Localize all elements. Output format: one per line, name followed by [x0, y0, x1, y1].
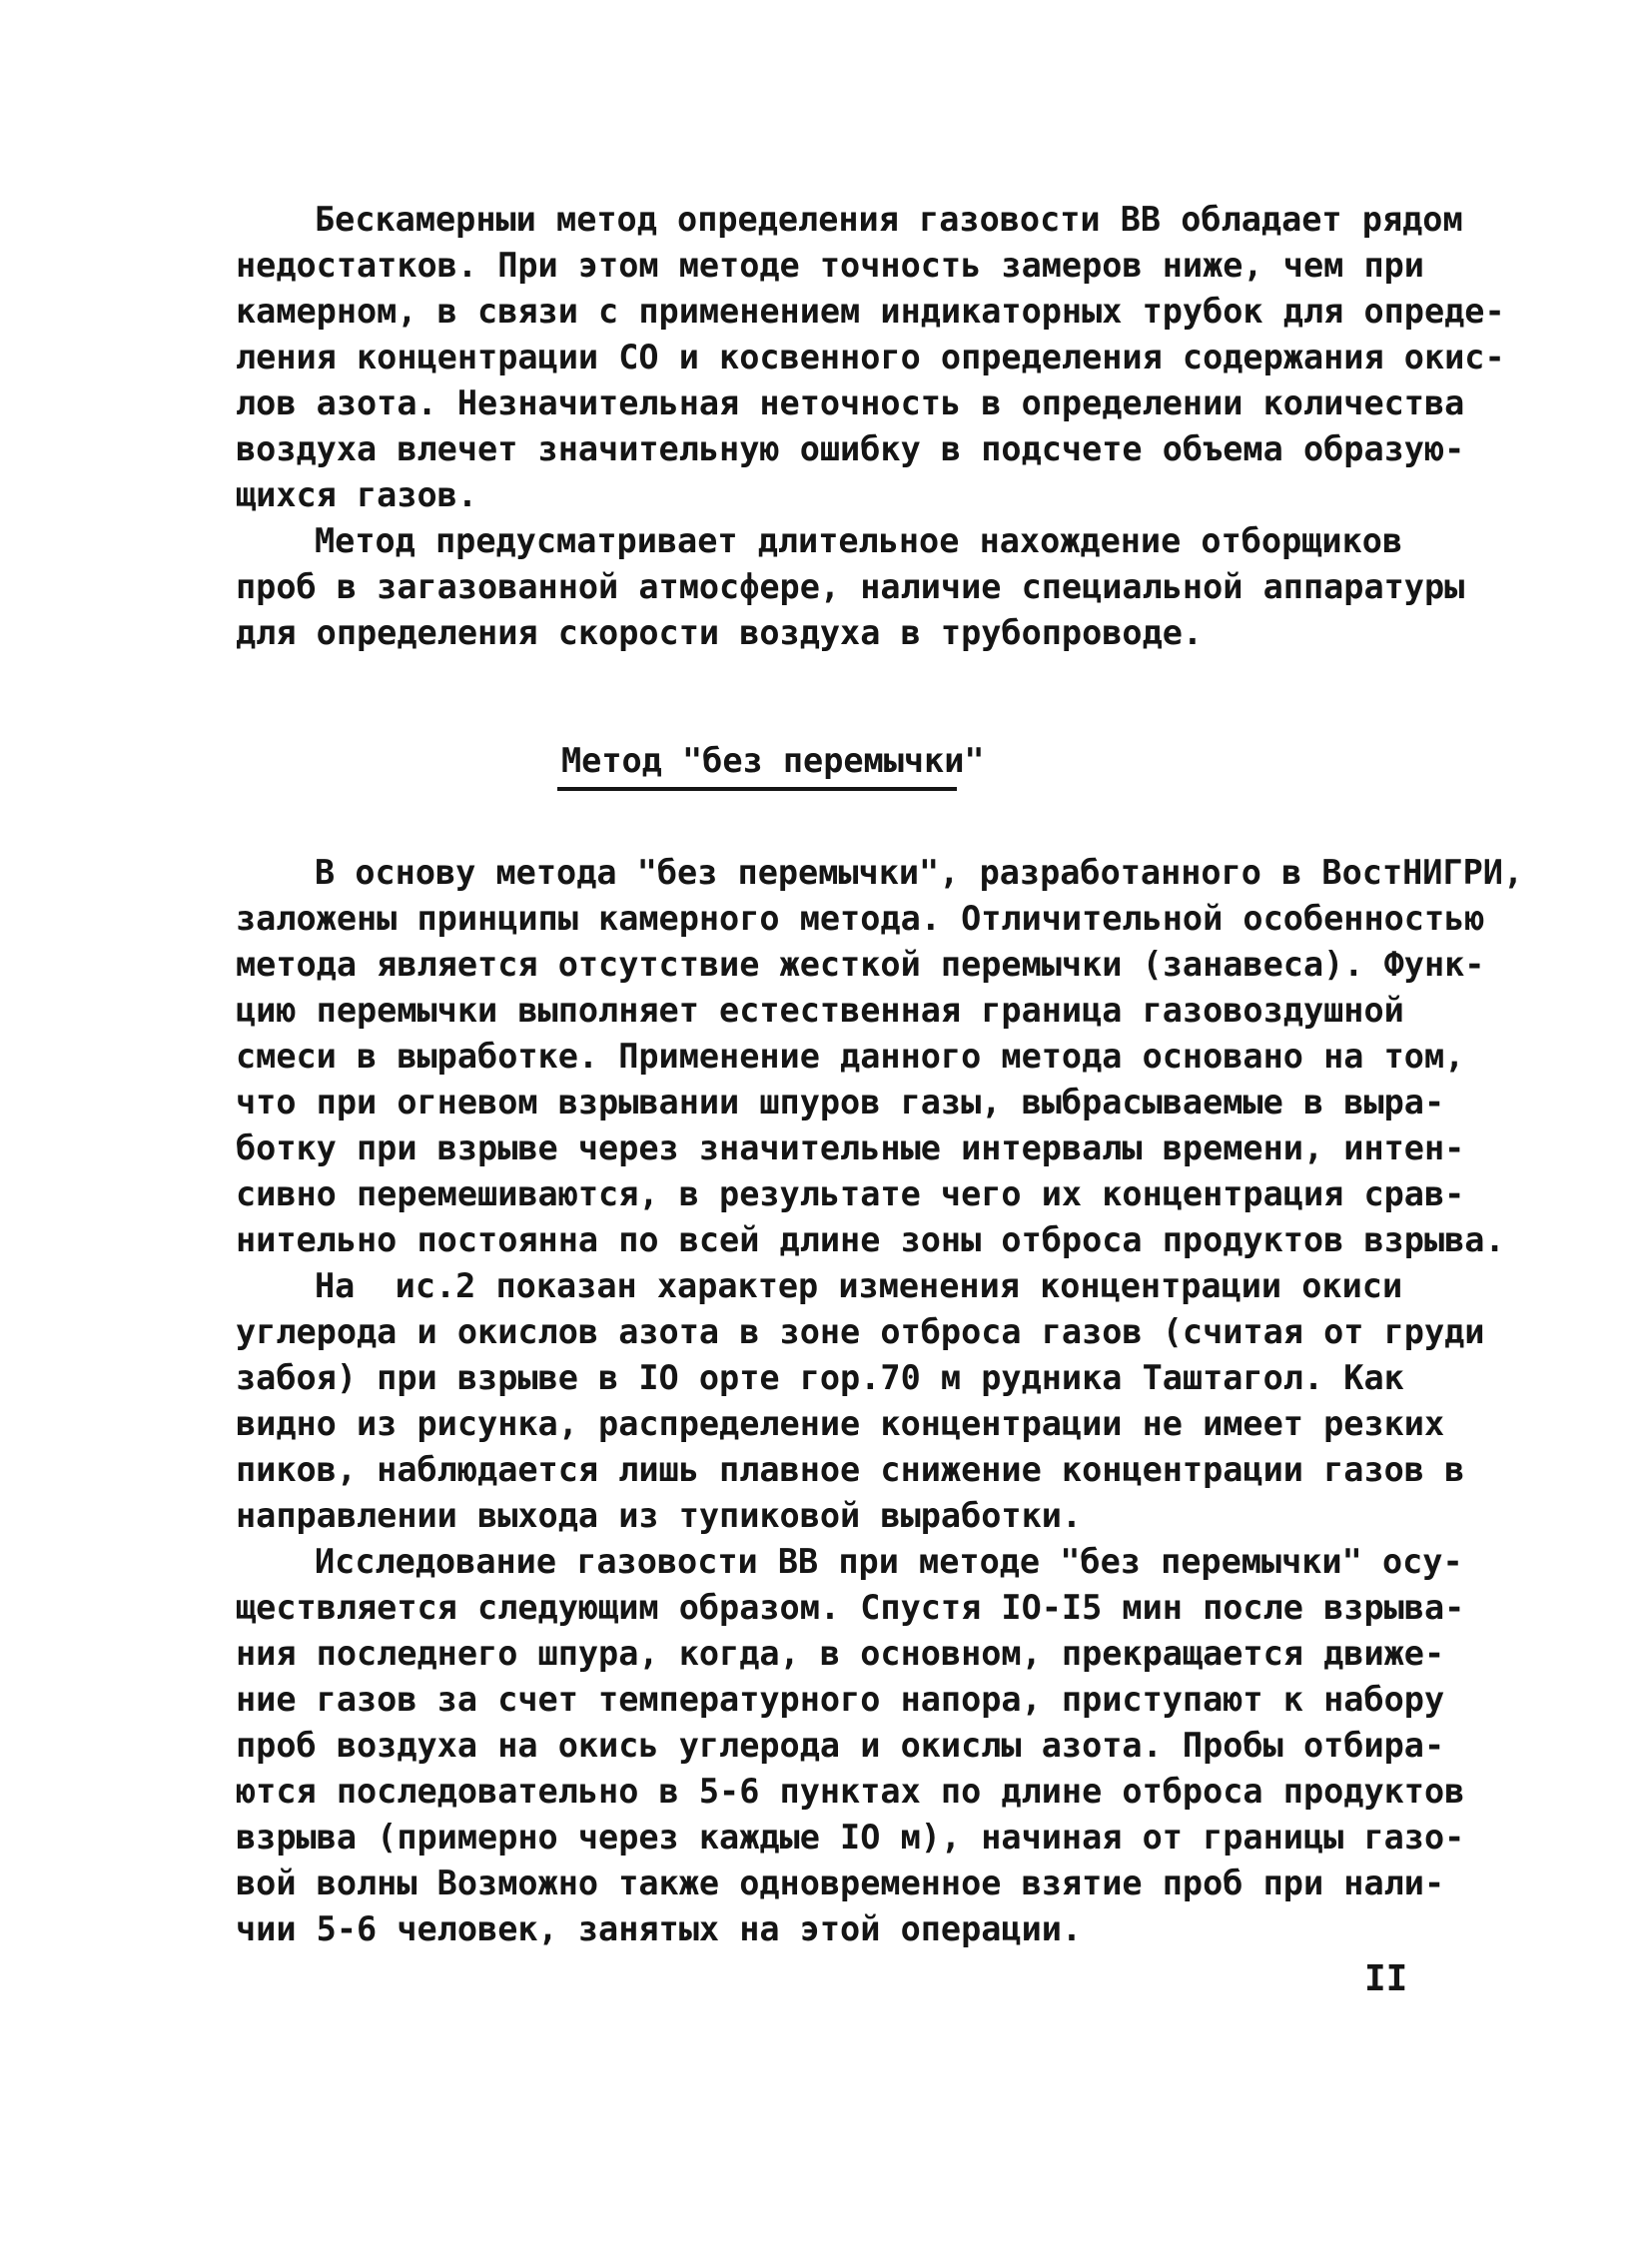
paragraph-4-line-2: углерода и окислов азота в зоне отброса газов (считая от груди [236, 1312, 1485, 1351]
paragraph-3-line-7: ботку при взрыве через значительные интервалы времени, интен- [236, 1128, 1465, 1167]
section-heading: Метод "без перемычки" [561, 741, 985, 780]
paragraph-3-line-6: что при огневом взрывании шпуров газы, выбрасываемые в выра- [236, 1083, 1445, 1121]
paragraph-5-line-8: вой волны Возможно также одновременное взятие проб при нали- [236, 1864, 1445, 1902]
paragraph-1-line-3: камерном, в связи с применением индикаторных трубок для опреде- [236, 292, 1505, 331]
page-number: II [1364, 1958, 1408, 1999]
paragraph-2-line-3: для определения скорости воздуха в трубопроводе. [236, 613, 1204, 652]
section-heading-underline [557, 787, 957, 791]
paragraph-3-line-1: В основу метода "без перемычки", разработанного в ВостНИГРИ, [315, 853, 1524, 892]
paragraph-5-line-4: ние газов за счет температурного напора, приступают к набору [236, 1680, 1445, 1719]
paragraph-3-line-9: нительно постоянна по всей длине зоны отброса продуктов взрыва. [236, 1220, 1505, 1259]
paragraph-1-line-2: недостатков. При этом методе точность замеров ниже, чем при [236, 246, 1424, 285]
paragraph-1-line-1: Бескамерныи метод определения газовости ВВ обладает рядом [315, 200, 1463, 239]
paragraph-3-line-4: цию перемычки выполняет естественная граница газовоздушной [236, 991, 1404, 1030]
paragraph-4-line-6: направлении выхода из тупиковой выработки. [236, 1496, 1083, 1535]
paragraph-5-line-3: ния последнего шпура, когда, в основном, прекращается движе- [236, 1634, 1445, 1673]
paragraph-1-line-7: щихся газов. [236, 475, 478, 514]
paragraph-3-line-8: сивно перемешиваются, в результате чего их концентрация срав- [236, 1174, 1465, 1213]
paragraph-3-line-2: заложены принципы камерного метода. Отличительной особенностью [236, 899, 1485, 938]
paragraph-2-line-2: проб в загазованной атмосфере, наличие специальной аппаратуры [236, 567, 1465, 606]
paragraph-5-line-2: ществляется следующим образом. Спустя IO-I5 мин после взрыва- [236, 1588, 1465, 1627]
paragraph-3-line-5: смеси в выработке. Применение данного метода основано на том, [236, 1037, 1465, 1076]
paragraph-5-line-1: Исследование газовости ВВ при методе "без перемычки" осу- [315, 1542, 1463, 1581]
paragraph-1-line-4: ления концентрации СО и косвенного определения содержания окис- [236, 338, 1505, 376]
paragraph-1-line-5: лов азота. Незначительная неточность в определении количества [236, 383, 1465, 422]
paragraph-2-line-1: Метод предусматривает длительное нахождение отборщиков [315, 521, 1403, 560]
paragraph-4-line-3: забоя) при взрыве в IO орте гор.70 м рудника Таштагол. Как [236, 1358, 1404, 1397]
paragraph-3-line-3: метода является отсутствие жесткой перемычки (занавеса). Функ- [236, 945, 1485, 984]
paragraph-4-line-4: видно из рисунка, распределение концентрации не имеет резких [236, 1404, 1445, 1443]
paragraph-5-line-7: взрыва (примерно через каждые IO м), начиная от границы газо- [236, 1818, 1465, 1857]
paragraph-4-line-1: На ис.2 показан характер изменения концентрации окиси [315, 1266, 1403, 1305]
paragraph-4-line-5: пиков, наблюдается лишь плавное снижение концентрации газов в [236, 1450, 1465, 1489]
paragraph-1-line-6: воздуха влечет значительную ошибку в подсчете объема образую- [236, 429, 1465, 468]
paragraph-5-line-9: чии 5-6 человек, занятых на этой операции. [236, 1909, 1083, 1948]
paragraph-5-line-5: проб воздуха на окись углерода и окислы азота. Пробы отбира- [236, 1726, 1445, 1765]
paragraph-5-line-6: ются последовательно в 5-6 пунктах по длине отброса продуктов [236, 1772, 1465, 1811]
